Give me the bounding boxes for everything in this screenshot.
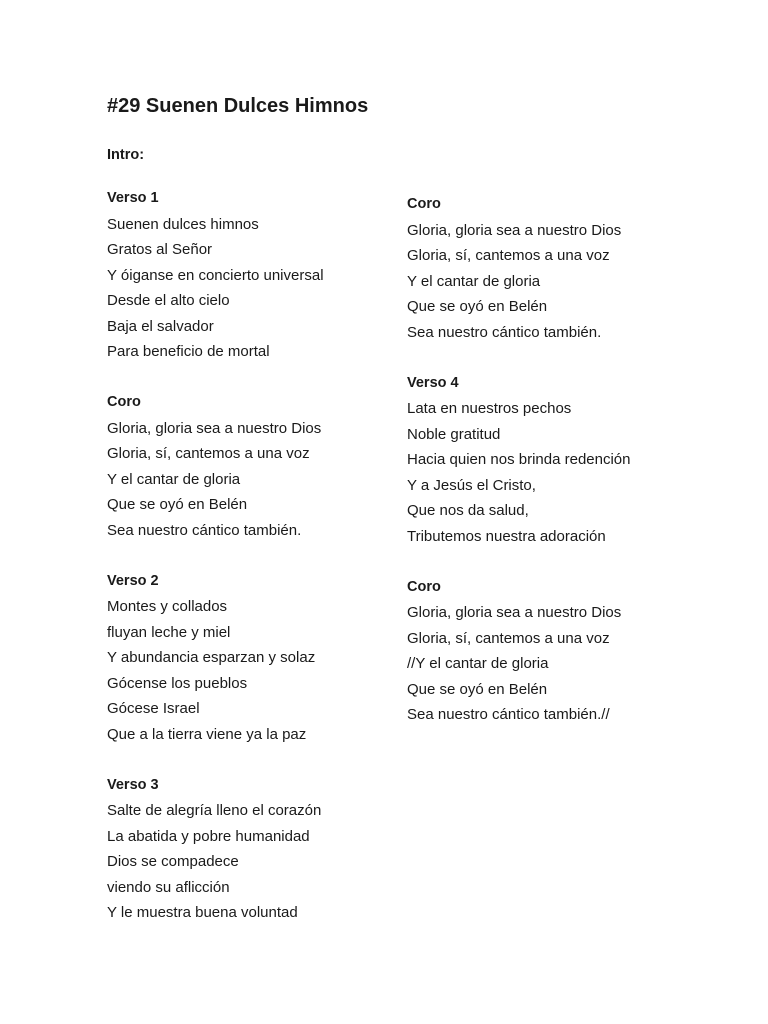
right-column — [407, 192, 707, 753]
lyric-line: fluyan leche y miel — [107, 623, 231, 641]
section-label: Coro — [107, 394, 141, 410]
lyric-line: Y el cantar de gloria — [107, 470, 241, 488]
lyric-line: Gloria, sí, cantemos a una voz — [107, 445, 310, 462]
lyric-line: Gloria, gloria sea a nuestro Dios — [407, 221, 622, 239]
lyric-line: Que se oyó en Belén — [407, 298, 548, 315]
lyric-line: Y el cantar de gloria — [407, 272, 541, 290]
section-label: Coro — [407, 196, 441, 212]
lyric-line: Gloria, gloria sea a nuestro Dios — [407, 604, 622, 621]
lyric-line: La abatida y pobre humanidad — [107, 827, 310, 845]
lyric-section — [107, 569, 407, 748]
lyric-line: Y le muestra buena voluntad — [107, 904, 298, 921]
lyric-line: Dios se compadece — [107, 853, 239, 870]
lyric-line: Gócense los pueblos — [107, 674, 248, 692]
lyric-section — [407, 575, 707, 728]
lyric-line: Para beneficio de mortal — [107, 343, 270, 360]
lyric-line: Que se oyó en Belén — [407, 680, 548, 698]
lyric-line: Que se oyó en Belén — [107, 496, 248, 513]
lyric-line: Gratos al Señor — [107, 241, 213, 258]
lyric-section — [407, 192, 707, 345]
lyric-line: Que nos da salud, — [407, 502, 529, 519]
lyric-section — [107, 390, 407, 543]
lyric-line: Lata en nuestros pechos — [407, 400, 572, 417]
lyric-line: Tributemos nuestra adoración — [407, 527, 606, 545]
lyric-line: Salte de alegría lleno el corazón — [107, 802, 322, 819]
lyric-line: Y abundancia esparzan y solaz — [107, 649, 316, 666]
lyric-line: Gloria, gloria sea a nuestro Dios — [107, 419, 322, 437]
lyric-line: Desde el alto cielo — [107, 292, 230, 309]
song-title: #29 Suenen Dulces Himnos — [107, 95, 369, 117]
lyric-line: //Y el cantar de gloria — [407, 655, 549, 672]
intro-label: Intro: — [107, 147, 145, 163]
lyric-line: Montes y collados — [107, 598, 228, 615]
lyric-line: Hacia quien nos brinda redención — [407, 451, 631, 468]
lyric-line: Sea nuestro cántico también.// — [407, 706, 610, 723]
lyric-line: Y óiganse en concierto universal — [107, 266, 324, 284]
lyric-line: Sea nuestro cántico también. — [407, 323, 602, 341]
lyric-line: Baja el salvador — [107, 317, 214, 335]
lyric-section — [107, 773, 407, 926]
section-label: Verso 4 — [407, 374, 459, 391]
lyric-line: Que a la tierra viene ya la paz — [107, 725, 307, 743]
section-label: Verso 2 — [107, 572, 159, 589]
lyric-line: Gloria, sí, cantemos a una voz — [407, 629, 610, 647]
lyric-line: Noble gratitud — [407, 425, 501, 443]
section-label: Coro — [407, 578, 441, 595]
lyric-line: Suenen dulces himnos — [107, 215, 259, 233]
lyric-line: Gloria, sí, cantemos a una voz — [407, 247, 610, 264]
lyric-section — [407, 371, 707, 550]
lyric-line: Sea nuestro cántico también. — [107, 521, 302, 539]
lyric-line: Y a Jesús el Cristo, — [407, 476, 536, 494]
lyric-section — [107, 186, 407, 365]
left-column — [107, 186, 407, 951]
lyric-line: Gócese Israel — [107, 700, 200, 717]
section-label: Verso 3 — [107, 776, 159, 793]
lyric-line: viendo su aflicción — [107, 878, 230, 896]
section-label: Verso 1 — [107, 190, 159, 206]
